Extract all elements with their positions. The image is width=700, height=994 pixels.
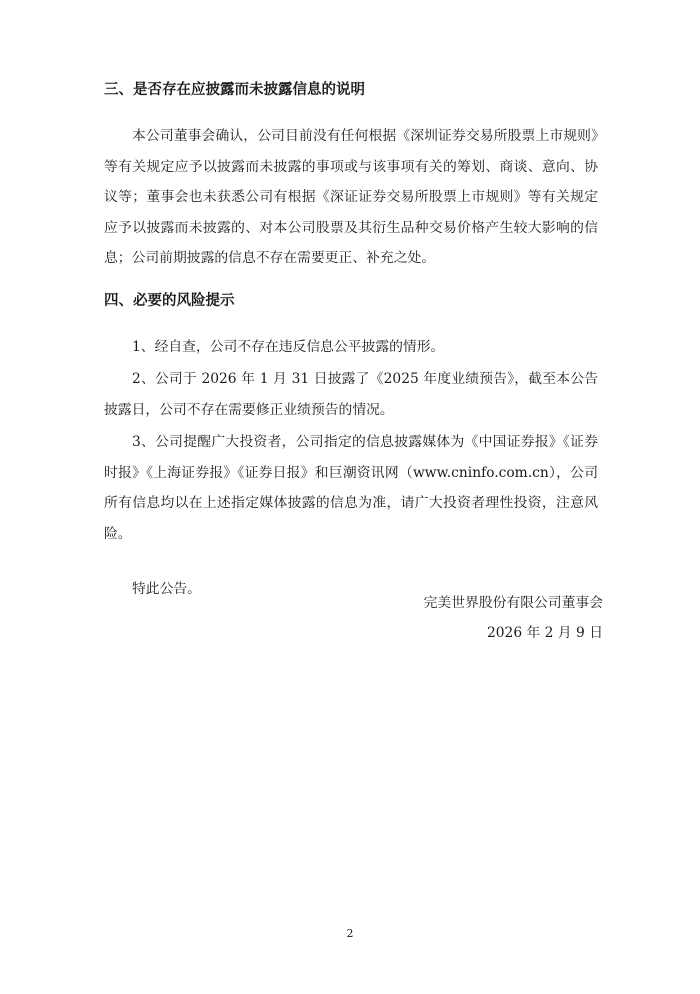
section-3-heading: 三、是否存在应披露而未披露信息的说明 [104,82,365,98]
section-3-paragraph: 本公司董事会确认，公司目前没有任何根据《深圳证券交易所股票上市规则》等有关规定应予以披露而未披露的事项或与该事项有关的筹划、商谈、意向、协议等；董事会也未获悉公司有根据《深证证券交易所股票上市规则》等有关规定应予以披露而未披露的、对本公司股票及其衍生品种交易价格产生较大影响的信息；公司前期披露的信息不存在需要更正、补充之处。 [104,128,598,266]
signature-block [424,588,603,648]
signature-company: 完美世界股份有限公司董事会 [423,595,603,611]
risk-item-3: 3、公司提醒广大投资者，公司指定的信息披露媒体为《中国证券报》《证券时报》《上海证券报》《证券日报》和巨潮资讯网（www.cninfo.com.cn），公司所有信息均以在上述指定媒体披露的信息为准，请广大投资者理性投资，注意风险。 [104,434,598,542]
signature-date: 2026 年 2 月 9 日 [487,625,603,641]
closing-statement: 特此公告。 [132,581,201,597]
risk-item-1: 1、经自查，公司不存在违反信息公平披露的情形。 [132,338,445,355]
document-body [104,80,598,604]
section-4-heading: 四、必要的风险提示 [104,292,235,309]
risk-item-2: 2、公司于 2026 年 1 月 31 日披露了《2025 年度业绩预告》，截至本公告披露日，公司不存在需要修正业绩预告的情况。 [104,371,598,418]
page-number: 2 [346,927,354,940]
section-risk-notice [104,291,598,550]
section-undisclosed-info [104,80,598,274]
